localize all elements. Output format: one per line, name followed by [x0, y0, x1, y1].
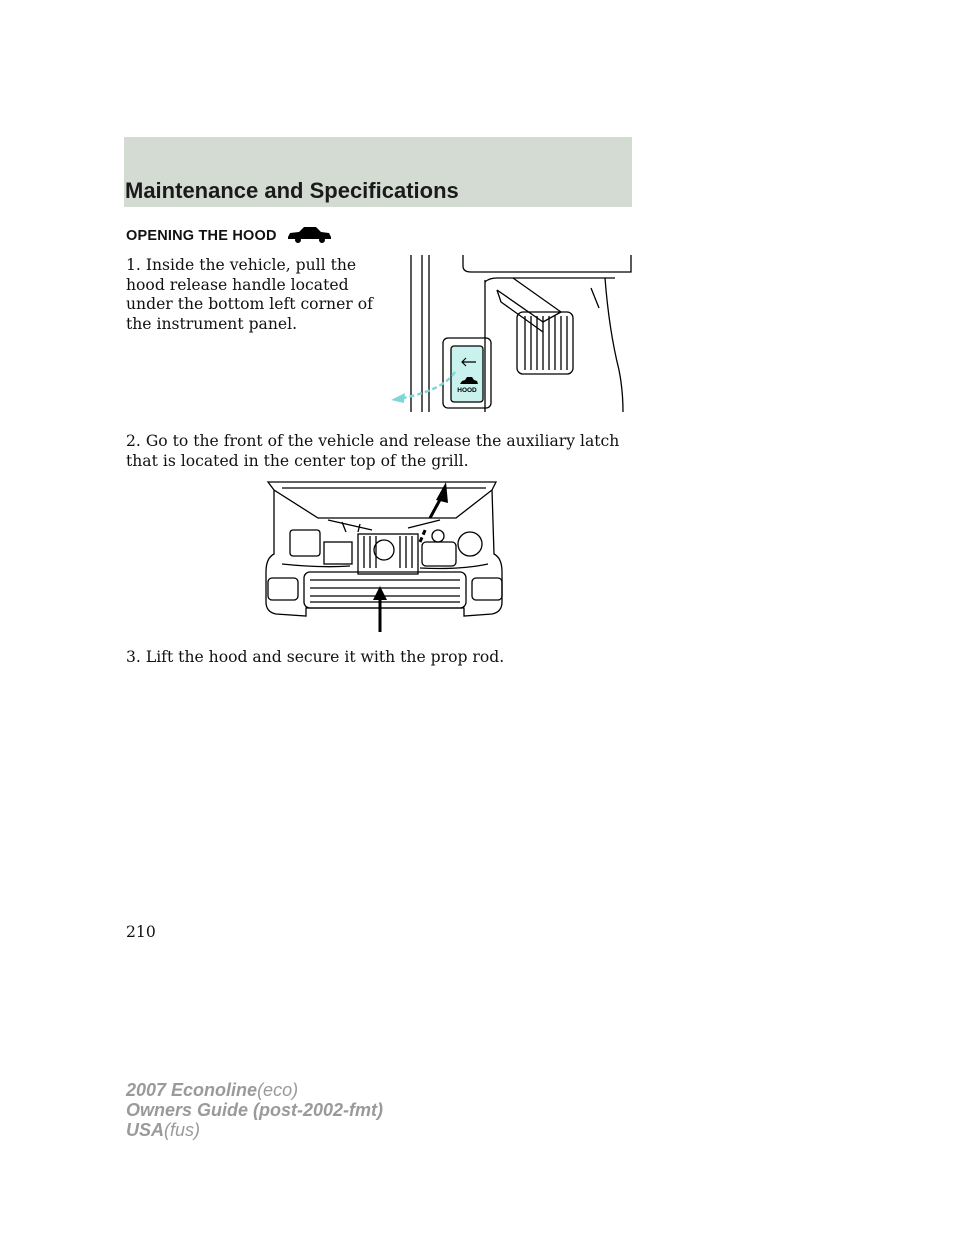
footer-region-code: (fus)	[164, 1120, 201, 1140]
footer-model: 2007 Econoline	[126, 1080, 258, 1100]
section-heading: OPENING THE HOOD	[126, 228, 277, 244]
step-3-text: 3. Lift the hood and secure it with the prop rod.	[126, 648, 505, 666]
footer-model-code: (eco)	[257, 1080, 299, 1100]
document-footer	[126, 1080, 383, 1140]
car-icon	[286, 224, 332, 244]
section-title: Maintenance and Specifications	[125, 178, 459, 203]
step-2-text: 2. Go to the front of the vehicle and release the auxiliary latch that is located in the center top of the grill.	[126, 432, 620, 470]
footer-region: USA	[126, 1120, 165, 1140]
vehicle-front-illustration	[260, 472, 510, 638]
hood-release-illustration	[385, 250, 635, 420]
latch-location-arrow	[373, 586, 387, 632]
pull-direction-arrow	[391, 372, 455, 403]
page-number: 210	[126, 923, 156, 941]
footer-guide: Owners Guide (post-2002-fmt)	[126, 1100, 384, 1120]
hood-release-handle	[451, 346, 483, 402]
hood-handle-label: HOOD	[457, 387, 477, 394]
step-1-text: 1. Inside the vehicle, pull the hood release handle located under the bottom left corner of the instrument panel.	[126, 256, 373, 333]
